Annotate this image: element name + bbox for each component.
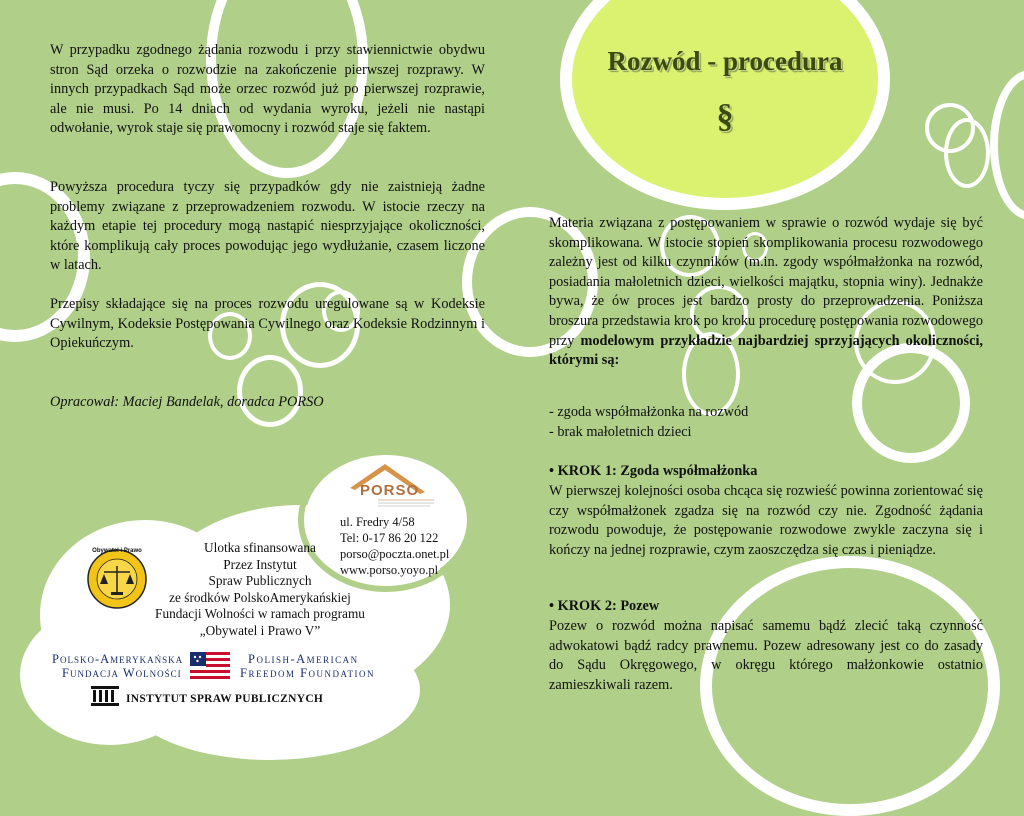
cloud-blob (120, 620, 420, 760)
porso-logo (330, 460, 440, 512)
pafw-pl-line: Polsko-Amerykańska (52, 652, 184, 666)
funding-line: „Obywatel i Prawo V” (199, 622, 321, 638)
porso-email[interactable]: porso@poczta.onet.pl (340, 547, 450, 561)
isp-name: INSTYTUT SPRAW PUBLICZNYCH (126, 693, 324, 705)
funding-line: Przez Instytut (223, 556, 297, 572)
intro-paragraph (549, 214, 983, 371)
page-title: Rozwód - procedura (607, 46, 843, 76)
condition-item: - zgoda współmałżonka na rozwód (549, 404, 749, 420)
left-paragraph-3: Przepisy składające się na proces rozwodu uregulowane są w Kodeksie Cywilnym, Kodeksie Postępowania Cywilnego oraz Kodeksie Rodzinnym i Opiekuńczym. (50, 296, 485, 352)
funding-line: Ulotka sfinansowana (204, 540, 316, 555)
pafw-en-line: Polish-American (248, 652, 359, 666)
left-paragraph-1: W przypadku zgodnego żądania rozwodu i przy stawiennictwie obydwu stron Sąd orzeka o rozwodzie na zakończenie pierwszej rozprawy. W innych przypadkach Sąd może orzec rozwód już po pierwszej rozprawie, ale nie musi. Po 14 dniach od wydania wyroku, jeżeli nie nastąpi odwołanie, wyrok staje się prawomocny i rozwód staje się faktem. (50, 42, 485, 137)
isp-columns-icon (90, 686, 120, 706)
step2-heading: • KROK 2: Pozew (549, 598, 660, 614)
pafw-logo-pl (52, 652, 183, 680)
step1-heading: • KROK 1: Zgoda współmałżonka (549, 463, 758, 479)
decorative-ring (944, 118, 990, 188)
badge-text: Obywatel i Prawo (92, 548, 142, 554)
condition-item: - brak małoletnich dzieci (549, 424, 692, 440)
pafw-logo-en (240, 652, 375, 680)
funding-statement (135, 540, 385, 640)
flag-emblem-icon (190, 652, 230, 680)
funding-line: Spraw Publicznych (208, 573, 312, 589)
porso-website[interactable]: www.porso.yoyo.pl (340, 563, 439, 577)
funding-line: Fundacji Wolności w ramach programu (155, 606, 365, 622)
left-paragraph-2: Powyższa procedura tyczy się przypadków gdy nie zaistnieją żadne problemy związane z przeprowadzeniem rozwodu. W istocie rzeczy na każdym etapie tej procedury mogą nastąpić niesprzyjające okoliczności, które komplikują cały proces powodując jego wydłużanie, czasem liczone w latach. (50, 179, 485, 274)
step1-text: W pierwszej kolejności osoba chcąca się rozwieść powinna zorientować się czy współmałżonek zgadza się na rozwód czy nie. Zgodność żądania rozwodu powoduje, że postępowanie rozwodowe zwykle zaczyna się i kończy na jednej rozprawie, czym zaoszczędza się czas i pieniądze. (549, 483, 983, 558)
intro-text: Materia związana z postępowaniem w sprawie o rozwód wydaje się być skomplikowana. W istocie stopień skomplikowania procesu rozwodowego zależny jest od kilku czynników (m.in. zgody współmałżonka na rozwód, posiadania małoletnich dzieci, wielkości majątku, stopnia winy). Jednakże bywa, że ów proces jest bardzo prosty do przeprowadzenia. Poniższa broszura przedstawia krok po kroku procedurę postępowania rozwodowego przy (549, 215, 983, 349)
pafw-pl-line: Fundacja Wolności (62, 666, 182, 680)
decorative-ring (237, 355, 303, 427)
funding-line: ze środków PolskoAmerykańskiej (169, 589, 351, 605)
porso-logo-text: PORSO (360, 482, 420, 499)
porso-address: ul. Fredry 4/58 (340, 515, 415, 529)
intro-bold-text: modelowym przykładzie najbardziej sprzyjających okoliczności, którymi są: (549, 332, 984, 369)
pafw-en-line: Freedom Foundation (240, 666, 376, 680)
decorative-ring (990, 70, 1024, 220)
porso-phone: Tel: 0-17 86 20 122 (340, 531, 439, 545)
author-line: Opracował: Maciej Bandelak, doradca PORSO (50, 394, 324, 410)
paragraph-sign: § (716, 98, 734, 135)
step2-text: Pozew o rozwód można napisać samemu bądź zlecić taką czynność adwokatowi bądź radcy prawnemu. Pozew adresowany jest co do zasady do Sądu Okręgowego, w okręgu którego małżonkowie ostatnio zamieszkiwali razem. (549, 618, 983, 693)
